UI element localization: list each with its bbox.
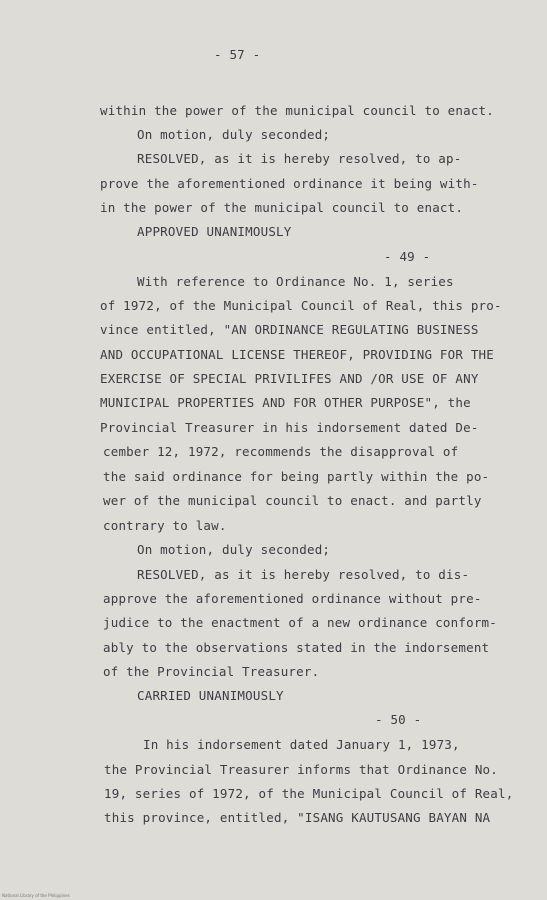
text-line: of the Provincial Treasurer. [103,664,320,679]
text-line: In his indorsement dated January 1, 1973, [143,737,460,752]
text-line: the said ordinance for being partly within the po- [103,469,490,484]
text-line: vince entitled, "AN ORDINANCE REGULATING BUSINESS [100,322,479,337]
text-line: On motion, duly seconded; [137,127,331,142]
item-number: - 49 - [384,249,431,264]
text-line: EXERCISE OF SPECIAL PRIVILIFES AND /OR USE OF ANY [100,371,479,386]
resolution-status: APPROVED UNANIMOUSLY [137,224,292,239]
text-line: the Provincial Treasurer informs that Ordinance No. [104,762,499,777]
archive-footer: National Library of the Philippines [2,893,70,898]
text-line: of 1972, of the Municipal Council of Real, this pro- [100,298,502,313]
text-line: Provincial Treasurer in his indorsement dated De- [100,420,479,435]
page-number: - 57 - [214,47,261,62]
text-line: ably to the observations stated in the indorsement [103,640,490,655]
text-line: approve the aforementioned ordinance without pre- [103,591,482,606]
text-line: within the power of the municipal council to enact. [100,103,495,118]
text-line: AND OCCUPATIONAL LICENSE THEREOF, PROVIDING FOR THE [100,347,495,362]
text-line: With reference to Ordinance No. 1, series [137,274,454,289]
text-line: judice to the enactment of a new ordinance conform- [103,615,498,630]
text-line: contrary to law. [103,518,227,533]
text-line: in the power of the municipal council to enact. [100,200,464,215]
text-line: MUNICIPAL PROPERTIES AND FOR OTHER PURPOSE", the [100,395,471,410]
item-number: - 50 - [375,712,422,727]
text-line: 19, series of 1972, of the Municipal Council of Real, [104,786,514,801]
text-line: RESOLVED, as it is hereby resolved, to dis- [137,567,470,582]
resolution-status: CARRIED UNANIMOUSLY [137,688,284,703]
text-line: prove the aforementioned ordinance it being with- [100,176,479,191]
text-line: RESOLVED, as it is hereby resolved, to ap- [137,151,462,166]
text-line: this province, entitled, "ISANG KAUTUSANG BAYAN NA [104,810,491,825]
text-line: cember 12, 1972, recommends the disapproval of [103,444,459,459]
text-line: On motion, duly seconded; [137,542,331,557]
text-line: wer of the municipal council to enact. and partly [103,493,482,508]
